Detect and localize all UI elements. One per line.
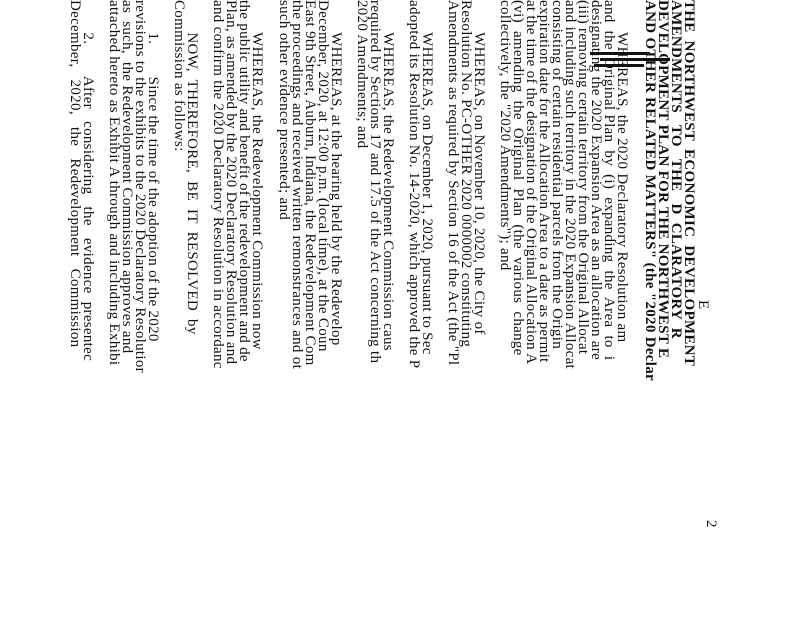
document-line: and including such territory in the 2020 Expansion Allocat xyxy=(561,0,578,369)
document-line: 2020 Amendments; and xyxy=(353,0,370,149)
document-line: Amendments as required by Section 16 of the Act (the "Pl xyxy=(444,0,461,366)
document-line: (vi) amending the Original Plan (the various change xyxy=(509,0,526,356)
document-line: East 9th Street, Auburn, Indiana, the Redevelopment Com xyxy=(301,0,318,366)
document-line: WHEREAS, at the hearing held by the Redevelop xyxy=(327,0,344,346)
document-line: revisions to the exhibits to the 2020 Declaratory Resolutior xyxy=(132,0,149,373)
document-line: WHEREAS, the 2020 Declaratory Resolution am xyxy=(614,0,631,343)
document-line: collectively, the "2020 Amendments"); and xyxy=(496,0,513,271)
document-line: WHEREAS, on December 1, 2020, pursuant to Sec xyxy=(418,0,435,355)
document-line: THE NORTHWEST ECONOMIC DEVELOPMENT xyxy=(681,0,697,367)
page-number: 2 xyxy=(703,520,719,528)
document-line: WHEREAS, the Redevelopment Commission now xyxy=(249,0,266,350)
document-line: as such, the Redevelopment Commission approves and xyxy=(119,0,136,354)
document-line: and confirm the 2020 Declaratory Resolution in accordanc xyxy=(210,0,227,369)
document-line: Resolution No. PC-OTHER 2020 0000002 constituting xyxy=(457,0,474,348)
document-line: expiration date for the Allocation Area to a date as permit xyxy=(535,0,552,363)
document-line: Commission as follows: xyxy=(171,0,188,152)
document-line: and the Original Plan by (i) expanding the Area to i xyxy=(601,0,618,361)
document-line: attached hereto as Exhibit A through and including Exhibi xyxy=(106,0,123,366)
document-line: required by Sections 17 and 17.5 of the Act concerning th xyxy=(366,0,383,364)
document-line: the proceedings and received written remonstrances and ot xyxy=(288,0,305,370)
document-line: adopted its Resolution No. 14-2020, which approved the P xyxy=(405,0,422,369)
document-line: 2. After considering the evidence presentec xyxy=(80,0,97,362)
document-line: WHEREAS, on November 10, 2020, the City of xyxy=(470,0,487,335)
document-line: designating the 2020 Expansion Area as an allocation are xyxy=(588,0,604,361)
document-line: such other evidence presented; and xyxy=(275,0,292,221)
document-line: December, 2020, the Redevelopment Commission xyxy=(67,0,84,348)
document-line: NOW, THEREFORE, BE IT RESOLVED by xyxy=(184,0,201,335)
document-line: AMENDMENTS TO THE D CLARATORY R xyxy=(667,0,684,339)
header-letter: E xyxy=(695,300,711,310)
document-line: DEVELOPMENT PLAN FOR THE NORTHWEST E xyxy=(654,0,671,359)
document-line: consisting of certain residential parcels from the Origin xyxy=(548,0,565,350)
document-line: at the time of the designation of the Original Allocation A xyxy=(522,0,539,365)
document-line: December, 2020, at 12:00 p.m. (local time), at the Coun xyxy=(314,0,331,352)
document-line: 1. Since the time of the adoption of the 2020 xyxy=(145,0,162,342)
document-line: (iii) removing certain territory from the Original Allocat xyxy=(574,0,591,355)
document-line: Plan, as amended by the 2020 Declaratory Resolution and xyxy=(223,0,240,365)
document-line: AND OTHER RELATED MATTERS" (the "2020 Declar xyxy=(641,0,658,381)
document-line: WHEREAS, the Redevelopment Commission caus xyxy=(379,0,396,351)
document-line: the public utility and benefit of the redevelopment and de xyxy=(236,0,253,362)
rotated-document-body xyxy=(67,0,719,618)
